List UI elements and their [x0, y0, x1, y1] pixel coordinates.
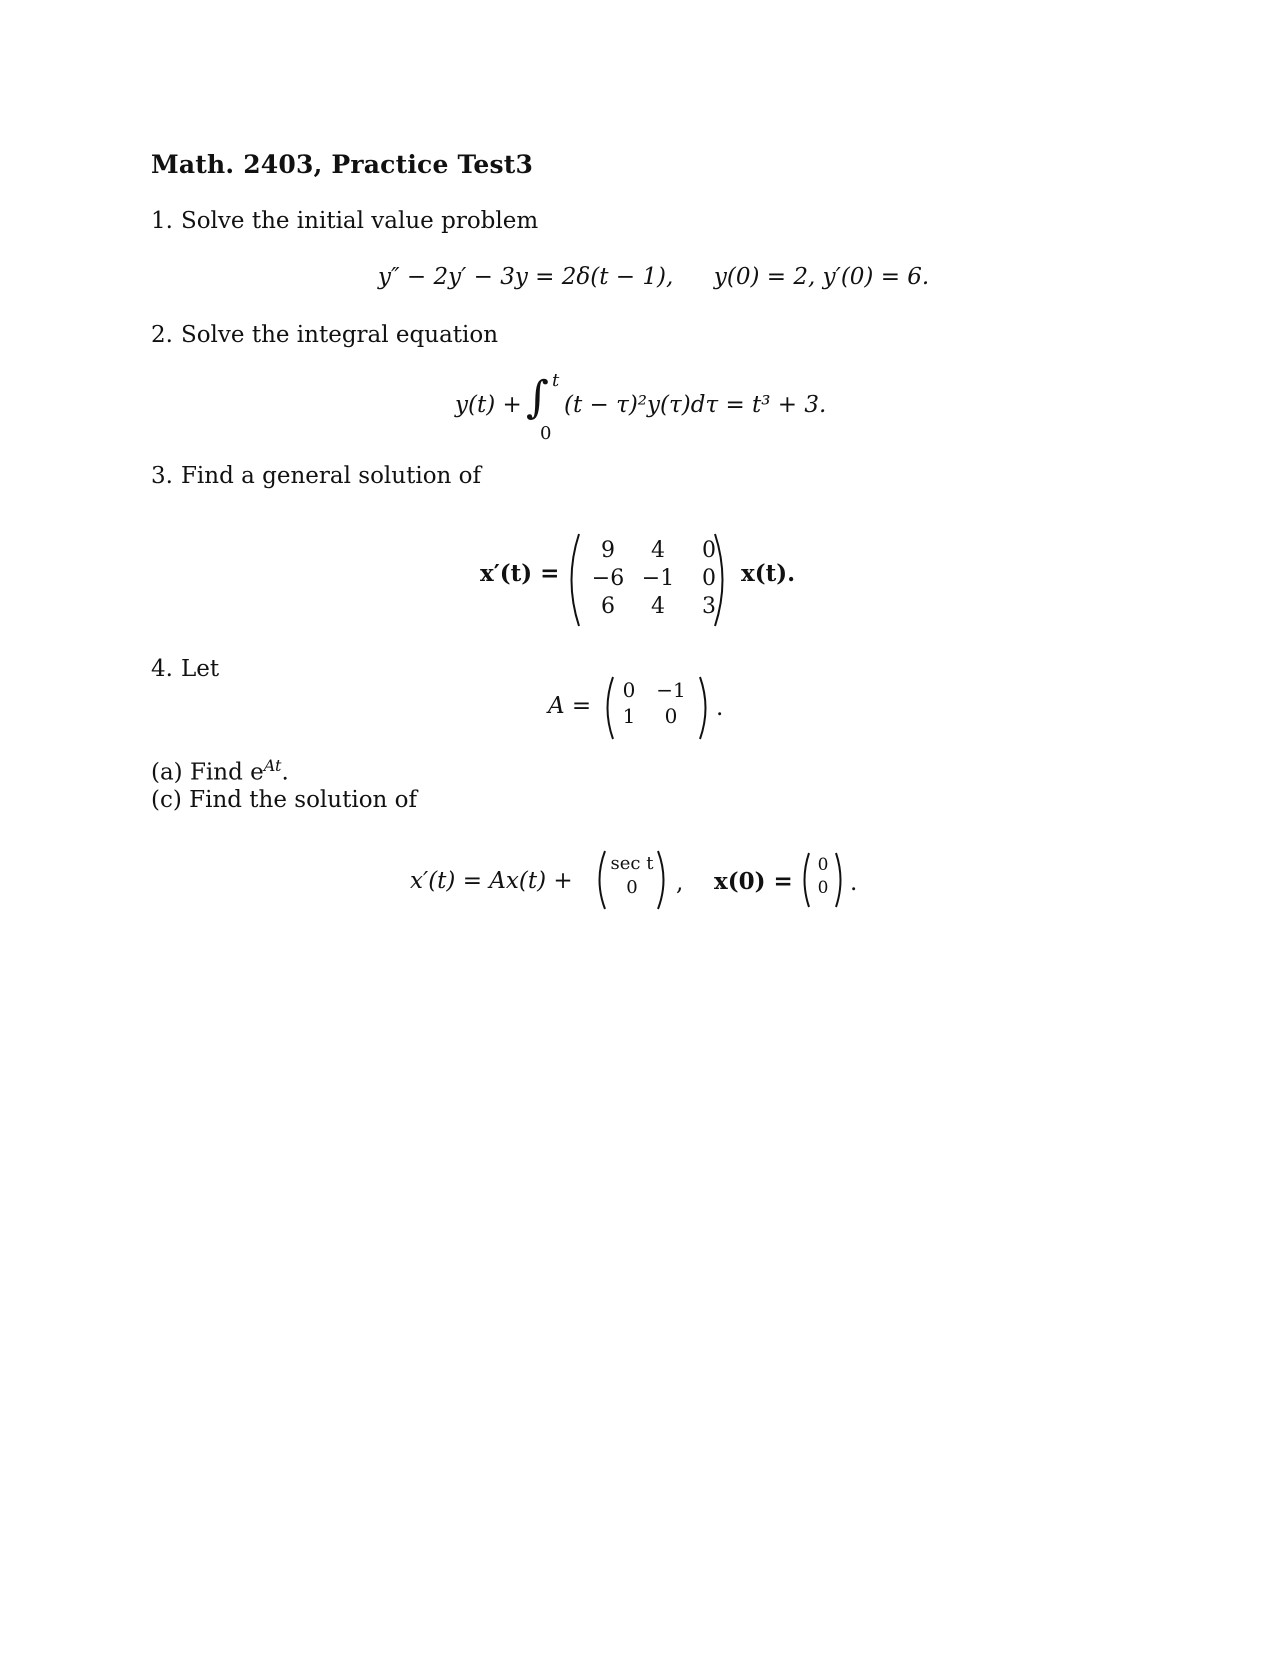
problem-1-text: Solve the initial value problem: [180, 208, 539, 234]
equation-2-integrand: (t − τ)²y(τ)dτ = t³ + 3.: [564, 392, 827, 418]
matrix-3-left-paren: [562, 532, 582, 628]
matrix-3-cell: 0: [702, 538, 716, 563]
equation-2-left: y(t) +: [455, 392, 522, 418]
matrix-a-cell: −1: [656, 678, 686, 702]
equation-1-ode: y″ − 2y′ − 3y = 2δ(t − 1),: [378, 264, 674, 290]
matrix-3: [586, 538, 732, 619]
matrix-a-cell: 0: [622, 678, 636, 702]
subpart-c-text: (c) Find the solution of: [151, 787, 418, 813]
equation-4-lhs: A =: [548, 693, 592, 719]
problem-3-text: Find a general solution of: [180, 463, 482, 489]
integral-upper-limit: t: [552, 370, 560, 391]
equation-1-initial-conditions: y(0) = 2, y′(0) = 6.: [713, 264, 930, 290]
matrix-3-cell: 9: [601, 538, 615, 563]
subpart-c: [151, 787, 417, 813]
problem-4-text: Let: [180, 656, 220, 682]
problem-3: [151, 463, 481, 489]
equation-2: [455, 392, 522, 418]
equation-5-lhs: [410, 868, 573, 894]
matrix-3-cell: −1: [641, 566, 675, 591]
subpart-a-end: .: [281, 759, 289, 786]
integral-lower-limit: 0: [540, 423, 552, 444]
matrix-3-cell: 3: [702, 594, 716, 619]
matrix-3-cell: 0: [702, 566, 716, 591]
problem-3-number: 3.: [151, 463, 173, 489]
vector-1-entry: sec t: [610, 853, 654, 874]
matrix-a-right-paren: [697, 675, 713, 741]
matrix-3-cell: 4: [651, 538, 665, 563]
subpart-a-exponent: At: [263, 756, 282, 775]
subpart-a: [151, 756, 289, 786]
problem-4-number: 4.: [151, 656, 173, 682]
vector-2-entry: 0: [817, 878, 829, 898]
matrix-3-cell: 6: [601, 594, 615, 619]
problem-4: [151, 656, 219, 682]
matrix-a-cell: 1: [622, 704, 636, 728]
equation-4-end: .: [716, 695, 724, 721]
equation-3-lhs-text: x′(t) =: [480, 560, 560, 587]
matrix-a: [614, 678, 698, 728]
equation-5-comma: ,: [676, 870, 684, 896]
equation-3-lhs: [480, 560, 559, 587]
equation-5-end: .: [850, 870, 858, 896]
problem-1-number: 1.: [151, 208, 173, 234]
equation-5-ic-text: x(0) =: [714, 868, 793, 895]
matrix-a-cell: 0: [664, 704, 678, 728]
vector-1-entry: 0: [626, 877, 638, 898]
vector-1: [604, 852, 660, 900]
equation-5-lhs-text: x′(t) = Ax(t) +: [410, 868, 573, 894]
vector-2-entry: 0: [817, 855, 829, 875]
problem-2-text: Solve the integral equation: [180, 322, 499, 348]
integral-sign: ∫: [526, 372, 549, 423]
problem-2: [151, 322, 498, 348]
page-title: Math. 2403, Practice Test3: [151, 150, 534, 179]
subpart-a-text: (a) Find e: [151, 759, 264, 786]
equation-3-rhs: x(t).: [741, 560, 796, 587]
vector-2: [808, 854, 838, 900]
matrix-3-cell: −6: [591, 566, 625, 591]
matrix-3-cell: 4: [651, 594, 665, 619]
problem-1: [151, 208, 538, 234]
problem-2-number: 2.: [151, 322, 173, 348]
equation-1: [378, 264, 929, 290]
equation-5-ic: [714, 868, 793, 895]
